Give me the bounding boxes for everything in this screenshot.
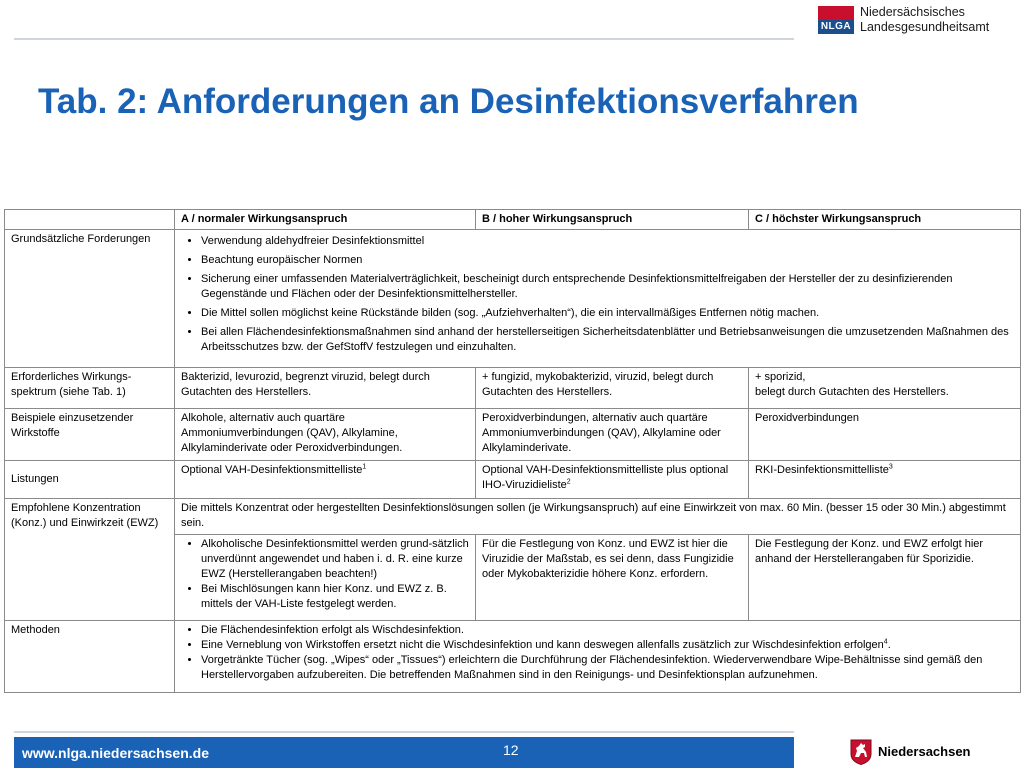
- column-header-a: A / normaler Wirkungsanspruch: [175, 210, 476, 230]
- table-row-grundsaetzlich: [5, 230, 1021, 368]
- list-item: • Bei allen Flächendesinfektionsmaßnahmen sind anhand der herstellerseitigen Sicherheitsdatenblätter und Betriebsanweisungen die umzusetzenden Maßnahmen des Arbeitsschutzes bzw. der GefStoffV festzulegen und einzuhalten.: [201, 325, 1014, 355]
- cell-listungen-b: Optional VAH-Desinfektionsmittelliste plus optional IHO-Viruzidieliste$^2$: [476, 461, 749, 499]
- row-label-grundsaetzlich: Grundsätzliche Forderungen: [5, 230, 175, 368]
- footer-divider: [14, 731, 794, 733]
- table-row-spektrum: [5, 368, 1021, 409]
- nlga-logo-icon: NLGA: [818, 6, 854, 34]
- spektrum-c-line-2: belegt durch Gutachten des Herstellers.: [755, 386, 949, 398]
- table-row-listungen: [5, 461, 1021, 499]
- column-header-empty: [5, 210, 175, 230]
- cell-konz-a: [175, 535, 476, 621]
- list-item: • Verwendung aldehydfreier Desinfektionsmittel: [201, 234, 1014, 249]
- logo-line-2: Landesgesundheitsamt: [860, 20, 990, 34]
- table-row-wirkstoffe: [5, 409, 1021, 461]
- cell-methoden: [175, 621, 1021, 693]
- methoden-list: [181, 623, 1014, 683]
- cell-konz-b: Für die Festlegung von Konz. und EWZ ist hier die Viruzidie der Maßstab, es sei denn, dass Fungizidie oder Mykobakterizidie höhere Konz. erfordern.: [476, 535, 749, 621]
- footer-url-link[interactable]: www.nlga.niedersachsen.de: [22, 745, 209, 761]
- cell-konz-c: Die Festlegung der Konz. und EWZ erfolgt hier anhand der Herstellerangaben für Sporizidie.: [749, 535, 1021, 621]
- table-row-konz-general: [5, 499, 1021, 535]
- cell-konz-all: Die mittels Konzentrat oder hergestellten Desinfektionslösungen sollen (je Wirkungsanspruch) auf eine Einwirkzeit von max. 60 Min. (besser 15 oder 30 Min.) abgestimmt sein.: [175, 499, 1021, 535]
- cell-wirkstoffe-c: Peroxidverbindungen: [749, 409, 1021, 461]
- column-header-b: B / hoher Wirkungsanspruch: [476, 210, 749, 230]
- row-label-listungen: Listungen: [5, 461, 175, 499]
- footnote-ref: 1: [362, 463, 367, 471]
- grundsaetzlich-list: [181, 234, 1014, 355]
- page-title: Tab. 2: Anforderungen an Desinfektionsverfahren: [38, 82, 859, 121]
- list-item: • Die Flächendesinfektion erfolgt als Wischdesinfektion.: [201, 623, 1014, 638]
- nlga-logo: [818, 4, 1024, 38]
- row-label-spektrum: Erforderliches Wirkungs-spektrum (siehe Tab. 1): [5, 368, 175, 409]
- footnote-ref: 4: [883, 638, 888, 646]
- list-item: • Eine Verneblung von Wirkstoffen ersetzt nicht die Wischdesinfektion und kann deswegen allenfalls zusätzlich zur Wischdesinfektion erfolgen$^4$.: [201, 638, 1014, 653]
- cell-wirkstoffe-a: Alkohole, alternativ auch quartäre Ammoniumverbindungen (QAV), Alkylamine, Alkylaminderivate oder Peroxidverbindungen.: [175, 409, 476, 461]
- list-item: • Vorgetränkte Tücher (sog. „Wipes“ oder „Tissues“) erleichtern die Durchführung der Flächendesinfektion. Wiederverwendbare Wipe-Behältnisse sind gemäß den Herstellervorgaben aufzubereiten. Die betreffenden Maßnahmen sind in den Reinigungs- und Desinfektionsplan aufzunehmen.: [201, 653, 1014, 683]
- row-label-wirkstoffe: Beispiele einzusetzender Wirkstoffe: [5, 409, 175, 461]
- table-row-methoden: [5, 621, 1021, 693]
- logo-line-1: Niedersächsisches: [860, 5, 965, 19]
- footnote-ref: 3: [888, 463, 893, 471]
- row-label-methoden: Methoden: [5, 621, 175, 693]
- requirements-table: [4, 209, 1021, 693]
- spektrum-c-line-1: + sporizid,: [755, 371, 806, 383]
- cell-wirkstoffe-b: Peroxidverbindungen, alternativ auch quartäre Ammoniumverbindungen (QAV), Alkylamine oder Alkylaminderivate.: [476, 409, 749, 461]
- list-item: • Beachtung europäischer Normen: [201, 253, 1014, 268]
- niedersachsen-logo: [850, 739, 1020, 765]
- state-name: Niedersachsen: [878, 744, 971, 759]
- table-header-row: [5, 210, 1021, 230]
- cell-listungen-c: RKI-Desinfektionsmittelliste$^3$: [749, 461, 1021, 499]
- cell-listungen-a: Optional VAH-Desinfektionsmittelliste$^1$: [175, 461, 476, 499]
- konz-a-list: [181, 537, 469, 612]
- column-header-c: C / höchster Wirkungsanspruch: [749, 210, 1021, 230]
- page-number: 12: [503, 742, 519, 758]
- logo-wordmark: [860, 5, 989, 35]
- row-label-konz: Empfohlene Konzentration (Konz.) und Einwirkzeit (EWZ): [5, 499, 175, 621]
- list-item: • Alkoholische Desinfektionsmittel werden grund-sätzlich unverdünnt angewendet und haben i. d. R. eine kurze EWZ (Herstellerangaben beachten!): [201, 537, 469, 582]
- lower-saxony-horse-icon: [850, 739, 872, 765]
- list-item: • Sicherung einer umfassenden Materialverträglichkeit, bescheinigt durch entsprechende Desinfektionsmittelfreigaben der Hersteller der zu desinfizierenden Gegenstände und Flächen oder der Desinfektionsmittelhersteller.: [201, 272, 1014, 302]
- header-divider: [14, 38, 794, 40]
- footnote-ref: 2: [566, 478, 571, 486]
- list-item: • Bei Mischlösungen kann hier Konz. und EWZ z. B. mittels der VAH-Liste festgelegt werden.: [201, 582, 469, 612]
- list-item: • Die Mittel sollen möglichst keine Rückstände bilden (sog. „Aufziehverhalten“), die ein intervallmäßiges Entfernen nötig machen.: [201, 306, 1014, 321]
- cell-spektrum-b: + fungizid, mykobakterizid, viruzid, belegt durch Gutachten des Herstellers.: [476, 368, 749, 409]
- cell-grundsaetzlich: [175, 230, 1021, 368]
- cell-spektrum-a: Bakterizid, levurozid, begrenzt viruzid, belegt durch Gutachten des Herstellers.: [175, 368, 476, 409]
- cell-spektrum-c: [749, 368, 1021, 409]
